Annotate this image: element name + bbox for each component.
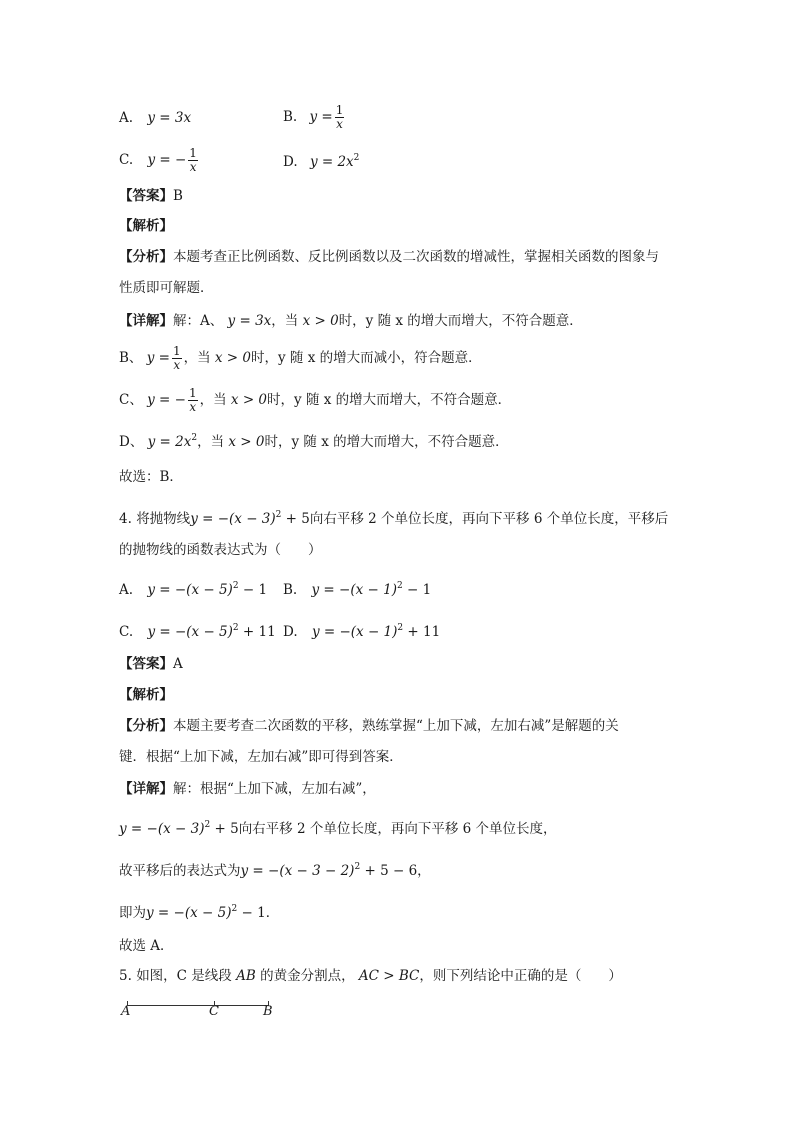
q3-fenxi-line2 [119,278,214,298]
expression: y = − [147,392,186,408]
analysis-tag: 【解析】 [119,687,173,703]
fraction [188,387,198,414]
q3-option-d [283,148,359,172]
q4-stem-line1 [119,505,668,529]
exponent: 2 [396,581,403,591]
detail-text: ，当 [183,350,211,366]
option-expression: y = − [147,152,187,168]
fenxi-tag: 【分析】 [119,249,173,265]
option-expression: y = 3x [147,110,192,126]
expression: + 5 [210,821,239,837]
q3-conclusion [119,467,183,487]
q4-option-b [283,576,431,600]
q3-detail-line1 [119,311,583,331]
question-number: 5. [119,968,132,984]
fraction-numerator: 1 [335,103,344,117]
option-label: B. [283,582,298,598]
point-label-c: C [209,1004,219,1019]
detail-text: 时，y 随 x 的增大而减小，符合题意． [251,350,482,366]
q3-option-a [119,108,191,128]
q4-option-a [119,576,267,600]
option-expression: y = 2x [309,154,354,170]
q4-option-d [283,618,440,642]
q3-fenxi-line1 [119,247,659,267]
q3-answer [119,186,183,206]
expression: − 1 [237,905,266,921]
option-label: B. [283,109,298,125]
option-expression: − 1 [238,582,268,598]
condition: x > 0 [214,350,251,366]
detail-text: ， [417,863,431,879]
detail-text: ，当 [197,434,225,450]
exponent: 2 [232,623,239,633]
fraction-numerator: 1 [172,344,181,358]
point-label-b: B [263,1004,273,1019]
option-expression: y = −(x − 1) [311,624,398,640]
expression: y = −(x − 3) [190,511,276,527]
fraction [335,104,345,131]
option-expression: y = −(x − 1) [311,582,397,598]
option-expression: y = −(x − 5) [147,624,233,640]
option-label: A. [119,110,134,126]
expression: y = −(x − 5) [146,905,232,921]
fraction [188,147,198,174]
q4-analysis-heading [119,685,173,705]
answer-tag: 【答案】 [119,188,173,204]
q3-detail-line4 [119,428,509,452]
expression: y = −(x − 3 − 2) [240,863,355,879]
q4-detail-line2 [119,815,557,839]
analysis-tag: 【解析】 [119,218,173,234]
fenxi-text: 本题主要考查二次函数的平移，熟练掌握“上加下减，左加右减”是解题的关 [173,718,619,734]
option-expression: + 11 [238,624,276,640]
expression: y = [146,350,170,366]
q4-detail-line1 [119,779,376,799]
expression: y = −(x − 3) [119,821,205,837]
expression: y = 3x [227,313,272,329]
detail-text: ，当 [271,313,299,329]
option-label: D. [283,624,298,640]
point-label-a: A [121,1004,131,1019]
fraction [172,345,182,372]
fraction-numerator: 1 [188,386,197,400]
fraction-denominator: x [173,358,181,372]
q3-detail-line3 [119,387,511,414]
fraction-denominator: x [189,160,197,174]
detail-text: 解：A、 [173,313,224,329]
detail-text: D、 [119,434,144,450]
exponent: 2 [353,153,360,163]
question-text: 的黄金分割点， [260,968,355,984]
detail-text: B、 [119,350,143,366]
detail-text: 解：根据“上加下减，左加右减”， [173,781,376,797]
segment-ab-line [127,1005,269,1006]
detail-text: 时，y 随 x 的增大而增大，不符合题意． [267,392,512,408]
q3-option-c [119,147,200,174]
option-expression: − 1 [402,582,432,598]
detail-text: ，当 [199,392,227,408]
option-label: C. [119,152,134,168]
exponent: 2 [354,862,361,872]
q4-answer [119,654,183,674]
segment-name: AB [236,968,256,984]
q3-analysis-heading [119,216,173,236]
fenxi-text: 本题考查正比例函数、反比例函数以及二次函数的增减性，掌握相关函数的图象与 [173,249,659,265]
detail-text: 时，y 随 x 的增大而增大，不符合题意． [264,434,509,450]
option-label: D. [283,154,298,170]
question-number: 4. [119,511,132,527]
question-text: ，则下列结论中正确的是（ ） [419,968,622,984]
exponent: 2 [231,904,238,914]
expression: + 5 [281,511,310,527]
answer-value: A [173,656,183,672]
detail-text: C、 [119,392,143,408]
condition: AC > BC [358,968,420,984]
condition: x > 0 [230,392,268,408]
detail-text: 故平移后的表达式为 [119,863,241,879]
conclusion-text: 故选 A． [119,938,174,954]
q4-conclusion [119,936,174,956]
fenxi-text: 性质即可解题． [119,280,214,296]
detail-tag: 【详解】 [119,313,173,329]
option-expression: y = [309,109,333,125]
condition: x > 0 [228,434,265,450]
fraction-denominator: x [336,117,343,131]
detail-text: ． [265,905,280,921]
condition: x > 0 [302,313,339,329]
expression: + 5 − 6 [360,863,418,879]
question-text: 向右平移 2 个单位长度，再向下平移 6 个单位长度，平移后 [309,511,669,527]
q4-detail-line4 [119,899,279,923]
fraction-numerator: 1 [189,146,197,160]
q4-detail-line3 [119,857,431,881]
exponent: 2 [232,581,239,591]
exponent: 2 [191,433,198,443]
detail-text: 向右平移 2 个单位长度，再向下平移 6 个单位长度， [238,821,557,837]
answer-value: B [173,188,183,204]
option-expression: y = −(x − 5) [147,582,233,598]
detail-text: 时，y 随 x 的增大而增大，不符合题意． [338,313,583,329]
detail-tag: 【详解】 [119,781,173,797]
expression: y = 2x [147,434,192,450]
exponent: 2 [397,623,404,633]
q4-option-c [119,618,276,642]
question-text: 将抛物线 [136,511,191,527]
detail-text: 即为 [119,905,146,921]
q3-option-b [283,104,346,131]
q4-fenxi-line1 [119,716,619,736]
answer-tag: 【答案】 [119,656,173,672]
fenxi-tag: 【分析】 [119,718,173,734]
exponent: 2 [275,510,282,520]
fraction-denominator: x [189,400,197,414]
fenxi-text: 键．根据“上加下减，左加右减”即可得到答案． [119,749,403,765]
question-text: 如图，C 是线段 [136,968,232,984]
option-label: A. [119,582,134,598]
q5-stem [119,966,622,986]
q4-stem-line2 [119,540,322,560]
option-expression: + 11 [403,624,441,640]
exponent: 2 [204,820,211,830]
q3-detail-line2 [119,345,482,372]
question-text: 的抛物线的函数表达式为（ ） [119,542,322,558]
conclusion-text: 故选：B． [119,469,183,485]
option-label: C. [119,624,134,640]
q4-fenxi-line2 [119,747,403,767]
